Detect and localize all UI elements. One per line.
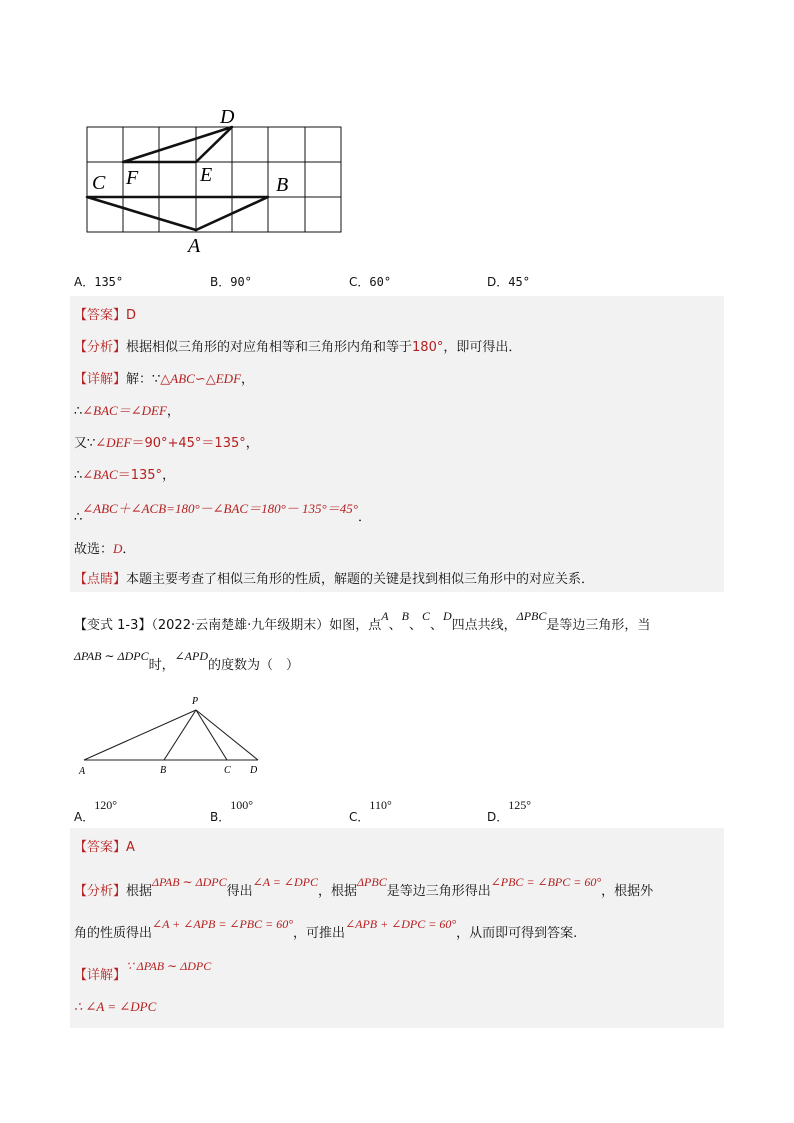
q2-stem-line-2: ΔPAB ∼ ΔDPC时，∠APD的度数为（ ） (74, 649, 300, 673)
label-b: B (276, 174, 289, 196)
sol1-step-4: ∴∠ABC＋∠ACB=180°－∠BAC＝180°－ 135°＝45°． (74, 501, 371, 525)
sol1-step-3: ∴∠BAC＝135°， (74, 467, 176, 483)
figure2-lines (84, 710, 258, 760)
q2-option-a: A．120° (74, 798, 118, 824)
q2-option-c: C．110° (349, 798, 392, 824)
sol2-detail: 【详解】∵ ΔPAB ∼ ΔDPC (74, 959, 212, 983)
q2-option-d: D．125° (487, 798, 532, 824)
label-p: P (192, 696, 199, 707)
sol1-detail: 【详解】解：∵△ABC∽△EDF， (74, 371, 255, 387)
sol2-answer: 【答案】A (74, 840, 135, 855)
label-a2: A (79, 766, 86, 777)
sol1-choice: 故选：D． (74, 541, 136, 557)
label-f: F (126, 167, 139, 189)
label-c2: C (224, 765, 231, 776)
sol1-step-1: ∴∠BAC＝∠DEF， (74, 403, 180, 419)
sol1-step-2: 又∵∠DEF＝90°+45°＝135°， (74, 435, 259, 451)
figure-grid-diagram (80, 100, 350, 260)
label-e: E (200, 164, 213, 186)
q2-stem-line-1: 【变式 1-3】（2022·云南楚雄·九年级期末）如图，点A、B、C、D四点共线，ΔPBC是等边三角形，当 (74, 609, 651, 633)
sol1-comment: 【点睛】本题主要考查了相似三角形的性质，解题的关键是找到相似三角形中的对应关系． (74, 572, 595, 587)
sol2-analysis-line-2: 角的性质得出∠A + ∠APB = ∠PBC = 60°，可推出∠APB + ∠DPC = 60°，从而即可得到答案. (74, 917, 578, 941)
q1-option-d: D．45° (487, 275, 530, 289)
label-c: C (92, 172, 106, 194)
q1-option-c: C．60° (349, 275, 392, 289)
figure-collinear-triangle (74, 690, 274, 780)
sol2-analysis-line-1: 【分析】根据ΔPAB ∼ ΔDPC得出∠A = ∠DPC，根据ΔPBC是等边三角形得出∠PBC = ∠BPC = 60°，根据外 (74, 875, 654, 899)
sol2-step-1: ∴ ∠A = ∠DPC (74, 999, 157, 1014)
sol1-analysis: 【分析】根据相似三角形的对应角相等和三角形内角和等于180°，即可得出． (74, 340, 522, 355)
q1-option-a: A．135° (74, 275, 124, 289)
q1-option-b: B．90° (210, 275, 252, 289)
label-a: A (188, 235, 201, 257)
q2-option-b: B．100° (210, 798, 254, 824)
triangle-abc (87, 197, 268, 230)
sol1-answer: 【答案】D (74, 308, 137, 323)
label-b2: B (160, 765, 167, 776)
triangle-def (123, 127, 232, 162)
label-d2: D (250, 765, 258, 776)
label-d: D (220, 106, 235, 128)
